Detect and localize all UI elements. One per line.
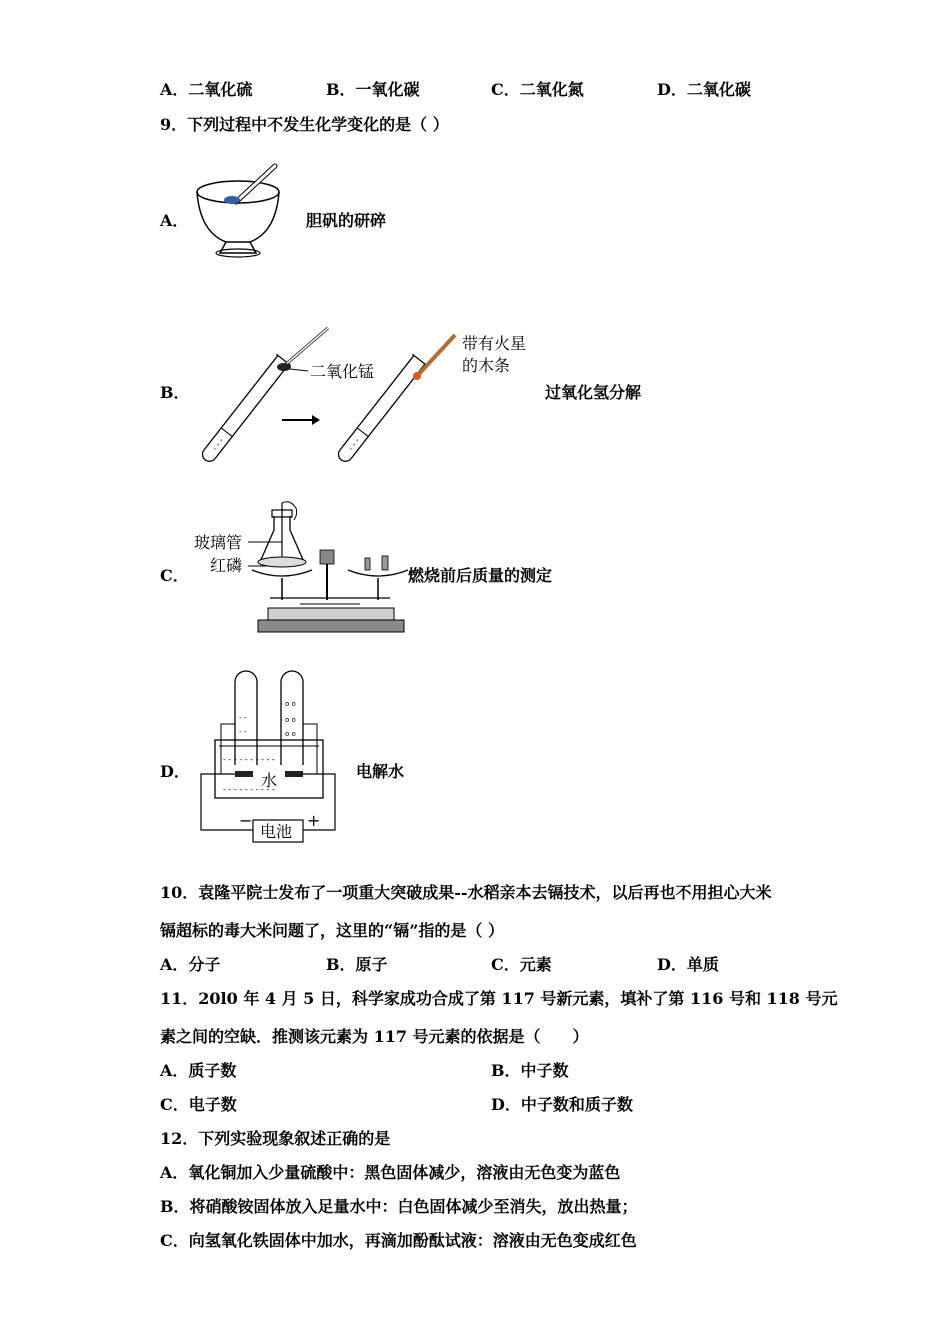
q9-option-c-caption: 燃烧前后质量的测定 [408, 566, 553, 585]
q12-option-c[interactable]: C．向氢氧化铁固体中加水，再滴加酚酞试液：溶液由无色变成红色 [160, 1231, 637, 1250]
q11-option-d[interactable]: D．中子数和质子数 [491, 1095, 633, 1114]
red-phosphorus-label: 红磷 [210, 556, 243, 575]
electrolysis-figure [195, 670, 345, 845]
svg-text:- - - - - - - - - -: - - - - - - - - - - [223, 785, 275, 794]
splint-label-2: 的木条 [462, 356, 511, 375]
battery-label: 电池 [260, 822, 293, 841]
svg-text:- - -: - - - [210, 436, 226, 453]
q9-option-c-letter[interactable]: C． [160, 566, 189, 585]
q8-option-b[interactable]: B．一氧化碳 [326, 80, 420, 99]
q11-option-a[interactable]: A．质子数 [160, 1061, 237, 1080]
svg-text:o o: o o [285, 730, 296, 738]
q10-stem-line-1: 10．袁隆平院士发布了一项重大突破成果--水稻亲本去镉技术，以后再也不用担心大米 [160, 883, 772, 902]
positive-terminal-label: + [307, 811, 321, 830]
q9-option-d-letter[interactable]: D． [160, 762, 190, 781]
q9-option-a-letter[interactable]: A． [160, 211, 189, 230]
q10-option-b[interactable]: B．原子 [326, 955, 388, 974]
mortar-pestle-figure [190, 160, 290, 265]
svg-text:- -: - - [239, 728, 247, 736]
peroxide-decomposition-figure [190, 325, 550, 460]
q9-option-a-caption: 胆矾的研碎 [306, 211, 387, 230]
splint-label-1: 带有火星 [462, 334, 527, 353]
q11-stem-line-2: 素之间的空缺．推测该元素为 117 号元素的依据是（ ） [160, 1027, 589, 1046]
q11-stem-line-1: 11．20l0 年 4 月 5 日，科学家成功合成了第 117 号新元素，填补了第 116 号和 118 号元 [160, 989, 838, 1008]
q12-option-a[interactable]: A．氧化铜加入少量硫酸中：黑色固体减少，溶液由无色变为蓝色 [160, 1163, 621, 1182]
q9-option-b-caption: 过氧化氢分解 [545, 383, 642, 402]
q11-option-b[interactable]: B．中子数 [491, 1061, 569, 1080]
svg-text:o o: o o [285, 700, 296, 708]
svg-text:o o: o o [285, 716, 296, 724]
mno2-label: 二氧化锰 [310, 362, 375, 381]
svg-text:- - -: - - - [346, 436, 362, 453]
q9-option-b-letter[interactable]: B． [160, 383, 190, 402]
water-label: 水 [261, 771, 278, 790]
combustion-balance-figure [190, 500, 405, 640]
q10-option-a[interactable]: A．分子 [160, 955, 221, 974]
svg-text:- - - - - - - - - -: - - - - - - - - - - [223, 755, 275, 764]
glass-tube-label: 玻璃管 [194, 533, 243, 552]
svg-text:- -: - - [239, 714, 247, 722]
q8-option-d[interactable]: D．二氧化碳 [657, 80, 751, 99]
q11-option-c[interactable]: C．电子数 [160, 1095, 237, 1114]
q12-stem: 12．下列实验现象叙述正确的是 [160, 1129, 391, 1148]
q9-option-d-caption: 电解水 [356, 762, 405, 781]
q10-stem-line-2: 镉超标的毒大米问题了，这里的“镉”指的是（ ） [160, 921, 504, 940]
q10-option-c[interactable]: C．元素 [491, 955, 552, 974]
q10-option-d[interactable]: D．单质 [657, 955, 719, 974]
q8-option-c[interactable]: C．二氧化氮 [491, 80, 584, 99]
negative-terminal-label: − [239, 811, 253, 830]
q12-option-b[interactable]: B．将硝酸铵固体放入足量水中：白色固体减少至消失，放出热量； [160, 1197, 638, 1216]
q8-option-a[interactable]: A．二氧化硫 [160, 80, 253, 99]
q9-stem: 9．下列过程中不发生化学变化的是（ ） [160, 115, 449, 134]
